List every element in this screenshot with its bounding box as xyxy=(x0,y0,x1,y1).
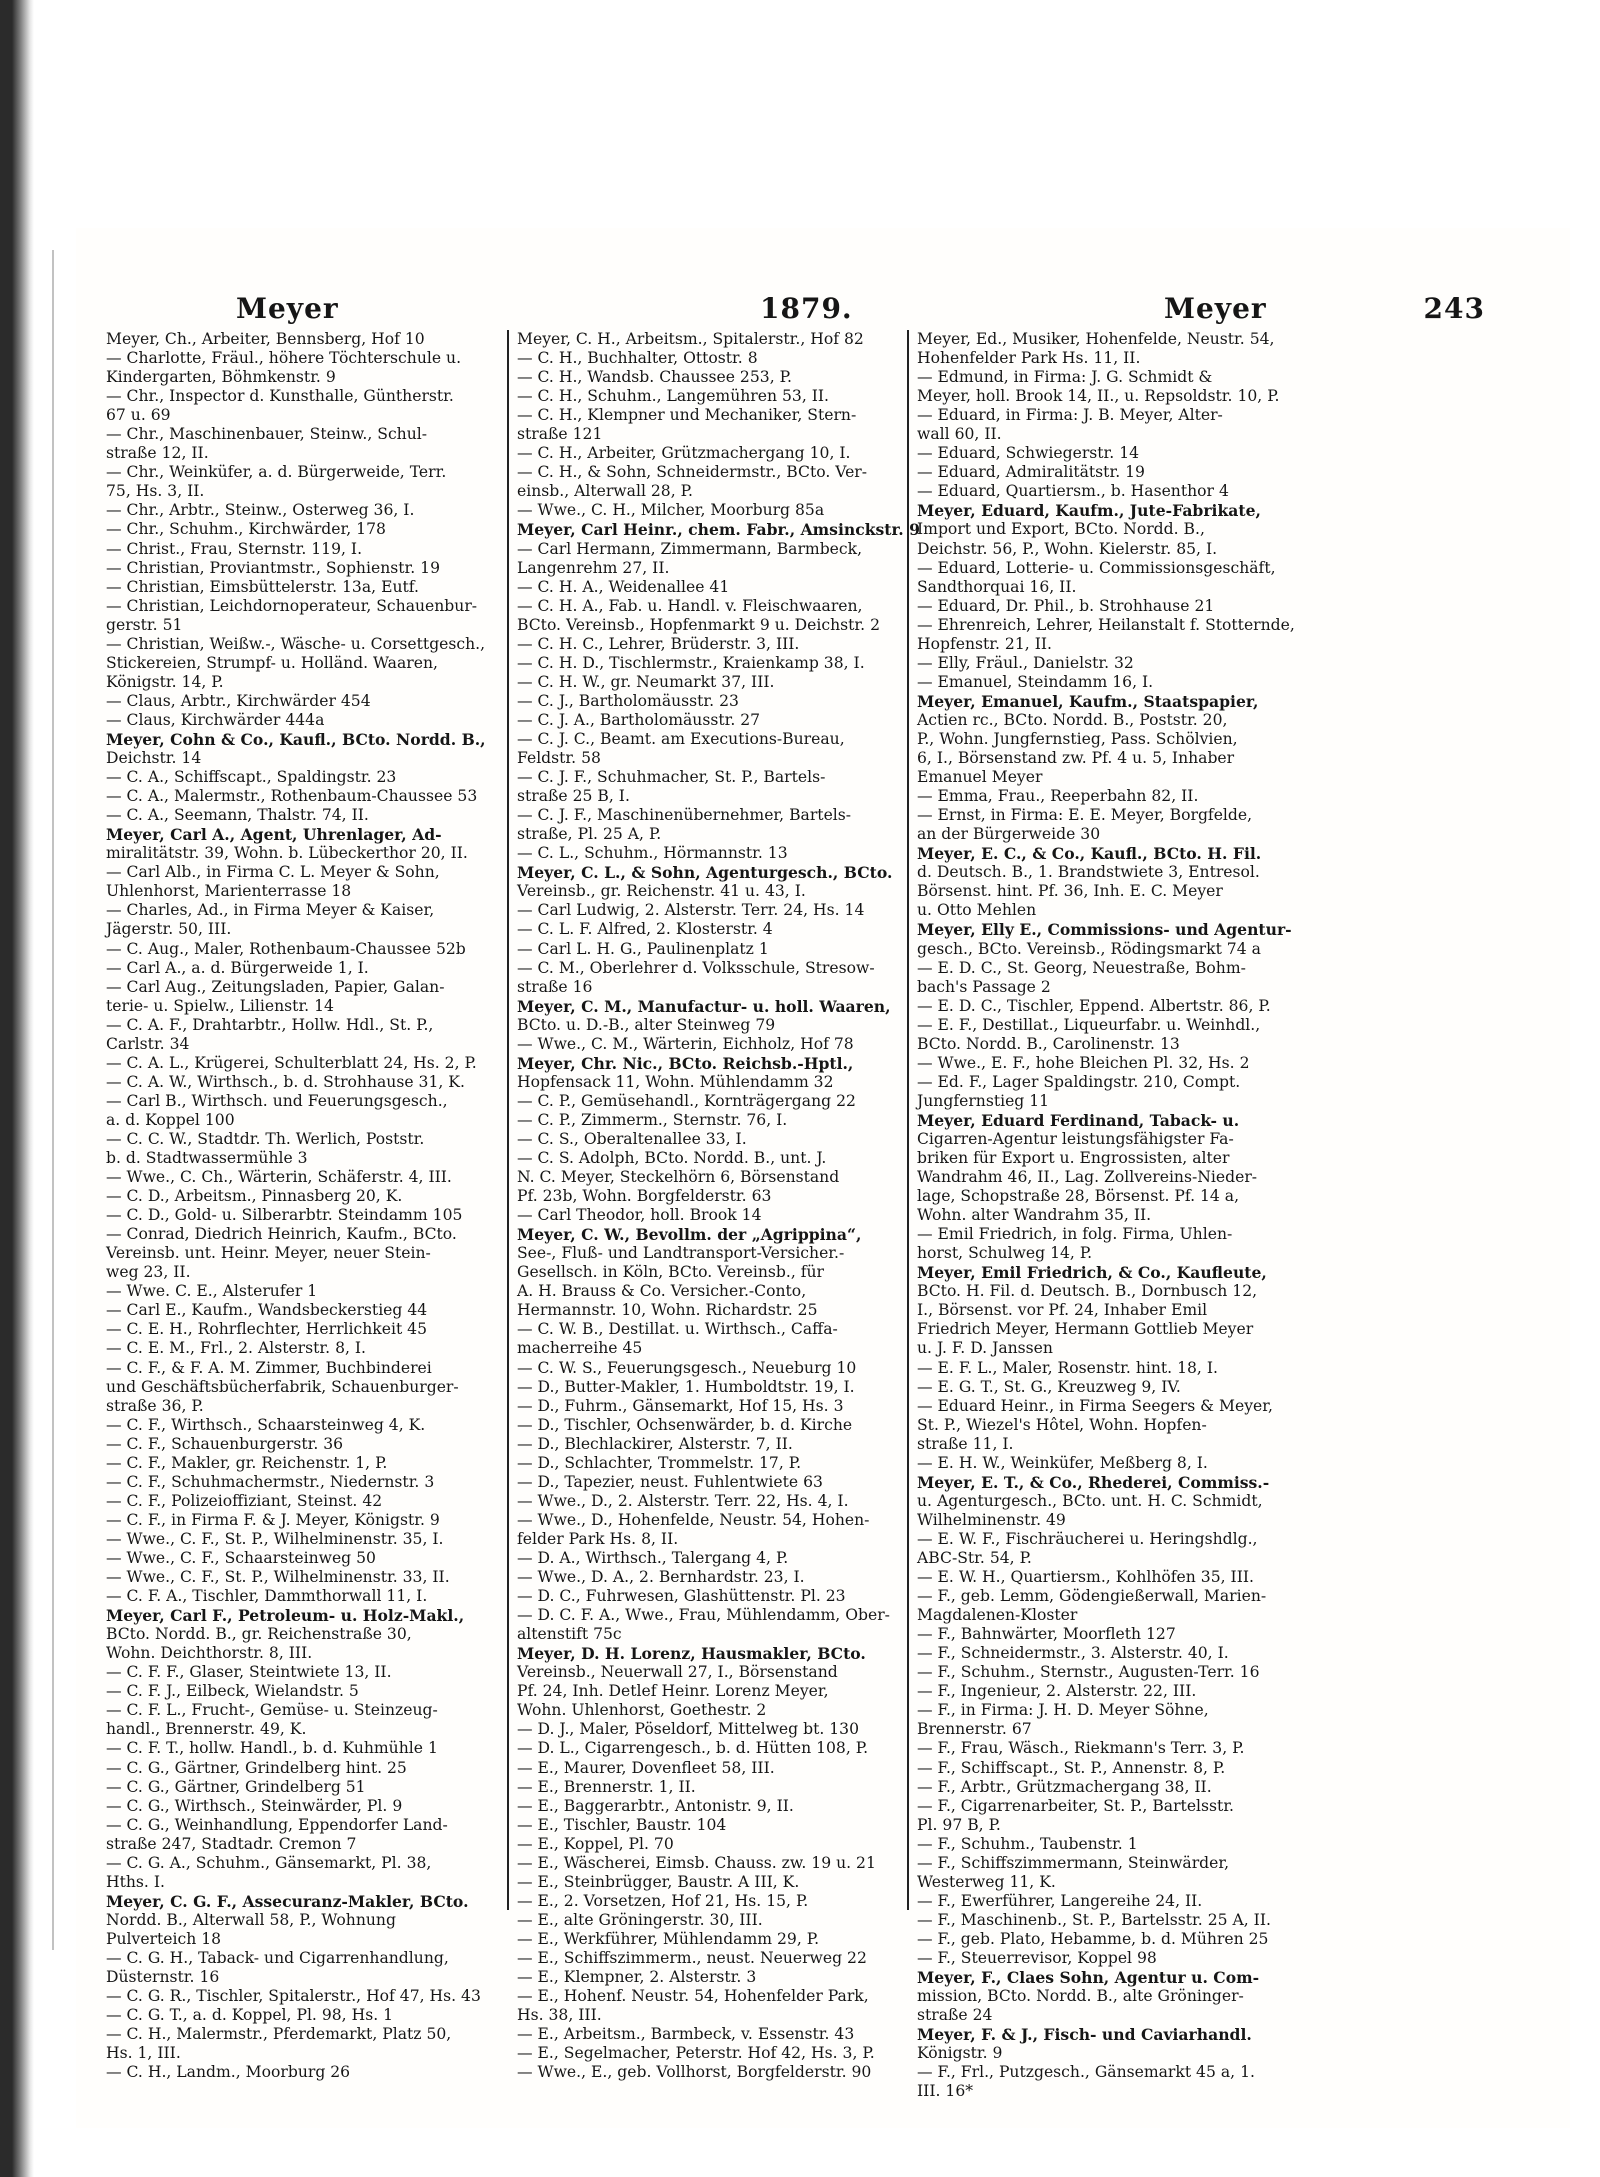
directory-entry-line: straße 247, Stadtadr. Cremon 7 xyxy=(106,1834,357,1853)
directory-entry-line: Meyer, C. W., Bevollm. der „Agrippina“, xyxy=(517,1225,862,1245)
directory-entry-line: u. Otto Mehlen xyxy=(917,901,1037,920)
directory-entry-line: Nordd. B., Alterwall 58, P., Wohnung xyxy=(106,1910,396,1929)
directory-entry-line: — Christian, Proviantmstr., Sophienstr. 19 xyxy=(106,558,441,577)
directory-entry-line: Hohenfelder Park Hs. 11, II. xyxy=(917,349,1141,368)
directory-entry-line: — C. H. D., Tischlermstr., Kraienkamp 38, I. xyxy=(517,653,865,672)
directory-entry-line: Meyer, F., Claes Sohn, Agentur u. Com- xyxy=(917,1968,1260,1988)
directory-entry-line: — F., Arbtr., Grützmachergang 38, II. xyxy=(917,1777,1212,1796)
directory-entry-line: gerstr. 51 xyxy=(106,615,183,634)
directory-entry-line: Wohn. Uhlenhorst, Goethestr. 2 xyxy=(517,1701,767,1720)
directory-entry-line: — C. F., Makler, gr. Reichenstr. 1, P. xyxy=(106,1453,388,1472)
directory-entry-line: — Wwe., D., 2. Alsterstr. Terr. 22, Hs. 4, I. xyxy=(517,1491,849,1510)
directory-entry-line: Kindergarten, Böhmkenstr. 9 xyxy=(106,368,336,387)
directory-entry-line: — E. D. C., Tischler, Eppend. Albertstr. 86, P. xyxy=(917,996,1271,1015)
directory-entry-line: Hopfensack 11, Wohn. Mühlendamm 32 xyxy=(517,1072,834,1091)
directory-entry-line: — Eduard, Dr. Phil., b. Strohhause 21 xyxy=(917,596,1215,615)
directory-entry-line: Hs. 1, III. xyxy=(106,2044,181,2063)
directory-entry-line: — C. G. R., Tischler, Spitalerstr., Hof 47, Hs. 43 xyxy=(106,1987,481,2006)
directory-entry-line: Pf. 23b, Wohn. Borgfelderstr. 63 xyxy=(517,1187,772,1206)
directory-entry-line: u. Agenturgesch., BCto. unt. H. C. Schmidt, xyxy=(917,1491,1263,1510)
directory-entry-line: und Geschäftsbücherfabrik, Schauenburger- xyxy=(106,1377,459,1396)
directory-entry-line: — C. A. L., Krügerei, Schulterblatt 24, Hs. 2, P. xyxy=(106,1053,477,1072)
directory-entry-line: — Eduard, Quartiersm., b. Hasenthor 4 xyxy=(917,482,1229,501)
directory-entry-line: — C. J. F., Maschinenübernehmer, Bartels- xyxy=(517,806,852,825)
directory-entry-line: gesch., BCto. Vereinsb., Rödingsmarkt 74 a xyxy=(917,939,1261,958)
directory-entry-line: — C. E. H., Rohrflechter, Herrlichkeit 45 xyxy=(106,1320,428,1339)
directory-entry-line: — C. F. A., Tischler, Dammthorwall 11, I. xyxy=(106,1587,428,1606)
directory-entry-line: — Wwe., C. M., Wärterin, Eichholz, Hof 78 xyxy=(517,1034,854,1053)
directory-entry-line: Vereinsb., Neuerwall 27, I., Börsenstand xyxy=(517,1663,838,1682)
directory-entry-line: — D. J., Maler, Pöseldorf, Mittelweg bt. 130 xyxy=(517,1720,860,1739)
directory-entry-line: — Carl Ludwig, 2. Alsterstr. Terr. 24, Hs. 14 xyxy=(517,901,865,920)
directory-entry-line: Meyer, C. L., & Sohn, Agenturgesch., BCto. xyxy=(517,863,893,883)
directory-entry-line: — E., Werkführer, Mühlendamm 29, P. xyxy=(517,1929,820,1948)
directory-entry-line: — Wwe. C. E., Alsterufer 1 xyxy=(106,1282,318,1301)
directory-entry-line: — E., Tischler, Baustr. 104 xyxy=(517,1815,727,1834)
directory-entry-line: Cigarren-Agentur leistungsfähigster Fa- xyxy=(917,1129,1234,1148)
directory-entry-line: weg 23, II. xyxy=(106,1263,191,1282)
directory-entry-line: Import und Export, BCto. Nordd. B., xyxy=(917,520,1205,539)
directory-entry-line: Langenrehm 27, II. xyxy=(517,558,670,577)
directory-entry-line: — Christian, Leichdornoperateur, Schauenbur- xyxy=(106,596,478,615)
directory-entry-line: — Carl Hermann, Zimmermann, Barmbeck, xyxy=(517,539,863,558)
directory-entry-line: Börsenst. hint. Pf. 36, Inh. E. C. Meyer xyxy=(917,882,1223,901)
directory-entry-line: — C. F., Wirthsch., Schaarsteinweg 4, K. xyxy=(106,1415,426,1434)
directory-entry-line: BCto. u. D.-B., alter Steinweg 79 xyxy=(517,1015,776,1034)
directory-entry-line: — F., Schuhm., Sternstr., Augusten-Terr. 16 xyxy=(917,1663,1260,1682)
directory-entry-line: — Eduard, Lotterie- u. Commissionsgeschäft, xyxy=(917,558,1276,577)
directory-entry-line: Hs. 38, III. xyxy=(517,2006,602,2025)
directory-entry-line: Stickereien, Strumpf- u. Holländ. Waaren, xyxy=(106,653,438,672)
directory-entry-line: BCto. Vereinsb., Hopfenmarkt 9 u. Deichstr. 2 xyxy=(517,615,880,634)
directory-entry-line: — Christ., Frau, Sternstr. 119, I. xyxy=(106,539,363,558)
directory-entry-line: — Claus, Arbtr., Kirchwärder 454 xyxy=(106,691,371,710)
directory-entry-line: — C. H., Klempner und Mechaniker, Stern- xyxy=(517,406,857,425)
directory-entry-line: — E., Arbeitsm., Barmbeck, v. Essenstr. 43 xyxy=(517,2025,855,2044)
directory-entry-line: — F., Frau, Wäsch., Riekmann's Terr. 3, P. xyxy=(917,1739,1245,1758)
directory-entry-line: — C. Aug., Maler, Rothenbaum-Chaussee 52b xyxy=(106,939,466,958)
column-left xyxy=(100,330,507,2082)
directory-entry-line: — C. F., Polizeioffiziant, Steinst. 42 xyxy=(106,1491,383,1510)
directory-entry-line: Deichstr. 56, P., Wohn. Kielerstr. 85, I. xyxy=(917,539,1218,558)
directory-entry-line: — C. J. A., Bartholomäusstr. 27 xyxy=(517,710,761,729)
directory-entry-line: — D., Fuhrm., Gänsemarkt, Hof 15, Hs. 3 xyxy=(517,1396,844,1415)
directory-entry-line: — E. H. W., Weinküfer, Meßberg 8, I. xyxy=(917,1453,1208,1472)
directory-entry-line: — E. F., Destillat., Liqueurfabr. u. Weinhdl., xyxy=(917,1015,1261,1034)
directory-entry-line: straße 16 xyxy=(517,977,593,996)
directory-entry-line: — Edmund, in Firma: J. G. Schmidt & xyxy=(917,368,1213,387)
directory-entry-line: — C. H. A., Weidenallee 41 xyxy=(517,577,730,596)
directory-entry-line: Uhlenhorst, Marienterrasse 18 xyxy=(106,882,352,901)
directory-entry-line: — C. H. C., Lehrer, Brüderstr. 3, III. xyxy=(517,634,800,653)
directory-entry-line: — Wwe., D., Hohenfelde, Neustr. 54, Hohen- xyxy=(517,1510,870,1529)
directory-entry-line: — F., Schiffszimmermann, Steinwärder, xyxy=(917,1853,1230,1872)
directory-entry-line: Wandrahm 46, II., Lag. Zollvereins-Nieder- xyxy=(917,1168,1258,1187)
directory-entry-line: BCto. Nordd. B., Carolinenstr. 13 xyxy=(917,1034,1180,1053)
directory-entry-line: — C. F. L., Frucht-, Gemüse- u. Steinzeug- xyxy=(106,1701,438,1720)
directory-entry-line: — C. A. W., Wirthsch., b. d. Strohhause 31, K. xyxy=(106,1072,465,1091)
directory-entry-line: — C. G., Gärtner, Grindelberg hint. 25 xyxy=(106,1758,407,1777)
directory-entry-line: — Wwe., C. F., St. P., Wilhelminenstr. 35, I. xyxy=(106,1529,444,1548)
directory-entry-line: Hermannstr. 10, Wohn. Richardstr. 25 xyxy=(517,1301,818,1320)
directory-entry-line: — F., Schiffscapt., St. P., Annenstr. 8, P. xyxy=(917,1758,1226,1777)
directory-entry-line: straße 25 B, I. xyxy=(517,787,630,806)
directory-entry-line: — C. A., Malermstr., Rothenbaum-Chaussee 53 xyxy=(106,787,478,806)
directory-entry-line: Carlstr. 34 xyxy=(106,1034,190,1053)
directory-entry-line: — C. H., Wandsb. Chaussee 253, P. xyxy=(517,368,792,387)
directory-entry-line: ABC-Str. 54, P. xyxy=(917,1549,1032,1567)
directory-entry-line: — E., Segelmacher, Peterstr. Hof 42, Hs. 3, P. xyxy=(517,2044,875,2063)
directory-entry-line: Meyer, C. H., Arbeitsm., Spitalerstr., Hof 82 xyxy=(517,330,864,348)
directory-entry-line: Feldstr. 58 xyxy=(517,749,601,768)
directory-entry-line: — E., Koppel, Pl. 70 xyxy=(517,1834,674,1853)
directory-entry-line: Meyer, D. H. Lorenz, Hausmakler, BCto. xyxy=(517,1644,866,1664)
directory-entry-line: u. J. F. D. Janssen xyxy=(917,1339,1053,1358)
column-middle xyxy=(507,330,920,2082)
directory-entry-line: — C. S., Oberaltenallee 33, I. xyxy=(517,1129,747,1148)
directory-entry-line: wall 60, II. xyxy=(917,425,1002,444)
directory-entry-line: — F., Ingenieur, 2. Alsterstr. 22, III. xyxy=(917,1682,1197,1701)
directory-entry-line: — E., alte Gröningerstr. 30, III. xyxy=(517,1910,763,1929)
directory-entry-line: — D. A., Wirthsch., Talergang 4, P. xyxy=(517,1549,789,1567)
directory-entry-line: N. C. Meyer, Steckelhörn 6, Börsenstand xyxy=(517,1168,840,1187)
directory-entry-line: — Chr., Arbtr., Steinw., Osterweg 36, I. xyxy=(106,501,415,520)
directory-entry-line: — F., Schneidermstr., 3. Alsterstr. 40, I. xyxy=(917,1644,1229,1663)
directory-entry-line: — C. E. M., Frl., 2. Alsterstr. 8, I. xyxy=(106,1339,367,1358)
directory-entry-line: — F., Steuerrevisor, Koppel 98 xyxy=(917,1948,1157,1967)
directory-entry-line: altenstift 75c xyxy=(517,1625,622,1644)
directory-entry-line: bach's Passage 2 xyxy=(917,977,1051,996)
directory-entry-line: Meyer, Elly E., Commissions- und Agentur- xyxy=(917,920,1292,940)
directory-entry-line: — E., Baggerarbtr., Antonistr. 9, II. xyxy=(517,1796,794,1815)
directory-entry-line: — Chr., Inspector d. Kunsthalle, Güntherstr. xyxy=(106,387,454,406)
directory-entry-line: See-, Fluß- und Landtransport-Versicher.- xyxy=(517,1244,845,1263)
directory-entry-line: — C. W. B., Destillat. u. Wirthsch., Caffa- xyxy=(517,1320,838,1339)
directory-entry-line: — D., Tapezier, neust. Fuhlentwiete 63 xyxy=(517,1472,823,1491)
directory-entry-line: — Claus, Kirchwärder 444a xyxy=(106,710,325,729)
directory-entry-line: — Eduard, Schwiegerstr. 14 xyxy=(917,444,1140,463)
directory-entry-line: — E. F. L., Maler, Rosenstr. hint. 18, I. xyxy=(917,1358,1218,1377)
directory-entry-line: straße 121 xyxy=(517,425,603,444)
directory-entry-line: Meyer, Ch., Arbeiter, Bennsberg, Hof 10 xyxy=(106,330,425,348)
directory-entry-line: — E. G. T., St. G., Kreuzweg 9, IV. xyxy=(917,1377,1181,1396)
directory-entry-line: b. d. Stadtwassermühle 3 xyxy=(106,1149,308,1168)
directory-entry-line: — Conrad, Diedrich Heinrich, Kaufm., BCto. xyxy=(106,1225,457,1244)
directory-entry-line: a. d. Koppel 100 xyxy=(106,1110,235,1129)
directory-entry-line: — C. A., Seemann, Thalstr. 74, II. xyxy=(106,806,369,825)
directory-entry-line: — D., Tischler, Ochsenwärder, b. d. Kirche xyxy=(517,1415,853,1434)
directory-entry-line: — C. H. W., gr. Neumarkt 37, III. xyxy=(517,672,775,691)
directory-entry-line: Meyer, holl. Brook 14, II., u. Repsoldstr. 10, P. xyxy=(917,387,1280,406)
directory-entry-line: — Elly, Fräul., Danielstr. 32 xyxy=(917,653,1134,672)
directory-entry-line: — Chr., Maschinenbauer, Steinw., Schul- xyxy=(106,425,428,444)
directory-entry-line: Meyer, Eduard, Kaufm., Jute-Fabrikate, xyxy=(917,501,1261,521)
directory-entry-line: Actien rc., BCto. Nordd. B., Poststr. 20, xyxy=(917,710,1228,729)
directory-entry-line: terie- u. Spielw., Lilienstr. 14 xyxy=(106,996,334,1015)
directory-entry-line: — D., Blechlackirer, Alsterstr. 7, II. xyxy=(517,1434,793,1453)
directory-entry-line: — Wwe., C. Ch., Wärterin, Schäferstr. 4, III. xyxy=(106,1168,452,1187)
directory-entry-line: — F., Maschinenb., St. P., Bartelsstr. 25 A, II. xyxy=(917,1910,1271,1929)
directory-entry-line: — Carl Aug., Zeitungsladen, Papier, Galan- xyxy=(106,977,445,996)
directory-entry-line: 6, I., Börsenstand zw. Pf. 4 u. 5, Inhaber xyxy=(917,749,1235,768)
directory-entry-line: — Wwe., D. A., 2. Bernhardstr. 23, I. xyxy=(517,1568,805,1587)
directory-entry-line: — E. D. C., St. Georg, Neuestraße, Bohm- xyxy=(917,958,1246,977)
directory-entry-line: straße 24 xyxy=(917,2006,993,2025)
directory-entry-line: mission, BCto. Nordd. B., alte Gröninger- xyxy=(917,1987,1244,2006)
directory-entry-line: — C. H. A., Fab. u. Handl. v. Fleischwaaren, xyxy=(517,596,863,615)
directory-entry-line: Meyer, Carl F., Petroleum- u. Holz-Makl., xyxy=(106,1606,465,1626)
directory-entry-line: — D. C. F. A., Wwe., Frau, Mühlendamm, Ober- xyxy=(517,1606,890,1625)
directory-entry-line: — C. J. F., Schuhmacher, St. P., Bartels- xyxy=(517,768,826,787)
directory-entry-line: Westerweg 11, K. xyxy=(917,1872,1056,1891)
directory-entry-line: straße 12, II. xyxy=(106,444,209,463)
directory-entry-line: — Christian, Eimsbüttelerstr. 13a, Eutf. xyxy=(106,577,419,596)
directory-entry-line: 75, Hs. 3, II. xyxy=(106,482,205,501)
directory-entry-line: — Ernst, in Firma: E. E. Meyer, Borgfelde, xyxy=(917,806,1253,825)
directory-entry-line: an der Bürgerweide 30 xyxy=(917,825,1101,844)
directory-entry-line: — Wwe., C. F., Schaarsteinweg 50 xyxy=(106,1549,376,1567)
directory-entry-line: Jungfernstieg 11 xyxy=(917,1091,1050,1110)
previous-page-edge xyxy=(52,250,54,1950)
directory-entry-line: Meyer, Chr. Nic., BCto. Reichsb.-Hptl., xyxy=(517,1053,854,1073)
directory-entry-line: Düsternstr. 16 xyxy=(106,1968,220,1987)
directory-entry-line: Königstr. 9 xyxy=(917,2044,1003,2063)
directory-entry-line: Sandthorquai 16, II. xyxy=(917,577,1077,596)
directory-entry-line: Hopfenstr. 21, II. xyxy=(917,634,1052,653)
directory-entry-line: — Eduard, in Firma: J. B. Meyer, Alter- xyxy=(917,406,1223,425)
directory-entry-line: — Carl Alb., in Firma C. L. Meyer & Sohn, xyxy=(106,863,440,882)
directory-entry-line: Wilhelminenstr. 49 xyxy=(917,1510,1066,1529)
directory-entry-line: BCto. H. Fil. d. Deutsch. B., Dornbusch 12, xyxy=(917,1282,1258,1301)
directory-entry-line: Meyer, Carl Heinr., chem. Fabr., Amsinckstr. 9 xyxy=(517,520,920,540)
directory-entry-line: — C. H., Landm., Moorburg 26 xyxy=(106,2063,351,2082)
directory-entry-line: Pf. 24, Inh. Detlef Heinr. Lorenz Meyer, xyxy=(517,1682,829,1701)
directory-entry-line: — C. F. F., Glaser, Steintwiete 13, II. xyxy=(106,1663,392,1682)
directory-entry-line: — E. W. H., Quartiersm., Kohlhöfen 35, III. xyxy=(917,1568,1254,1587)
directory-entry-line: d. Deutsch. B., 1. Brandstwiete 3, Entresol. xyxy=(917,863,1260,882)
directory-entry-line: — C. H., & Sohn, Schneidermstr., BCto. Ver- xyxy=(517,463,868,482)
directory-entry-line: — Charles, Ad., in Firma Meyer & Kaiser, xyxy=(106,901,435,920)
directory-entry-line: III. 16* xyxy=(917,2082,974,2101)
running-head-year: 1879. xyxy=(760,292,853,325)
directory-entry-line: — C. F., Schauenburgerstr. 36 xyxy=(106,1434,344,1453)
directory-entry-line: — F., Cigarrenarbeiter, St. P., Bartelsstr. xyxy=(917,1796,1235,1815)
directory-entry-line: — Chr., Schuhm., Kirchwärder, 178 xyxy=(106,520,386,539)
directory-entry-line: Meyer, Ed., Musiker, Hohenfelde, Neustr. 54, xyxy=(917,330,1275,348)
directory-entry-line: Meyer, C. G. F., Assecuranz-Makler, BCto. xyxy=(106,1891,469,1911)
directory-entry-line: — C. S. Adolph, BCto. Nordd. B., unt. J. xyxy=(517,1149,827,1168)
directory-entry-line: — E., Klempner, 2. Alsterstr. 3 xyxy=(517,1968,757,1987)
directory-entry-line: — E., 2. Vorsetzen, Hof 21, Hs. 15, P. xyxy=(517,1891,809,1910)
directory-entry-line: straße 11, I. xyxy=(917,1434,1014,1453)
directory-entry-line: — Emanuel, Steindamm 16, I. xyxy=(917,672,1154,691)
directory-entry-line: — C. G., Wirthsch., Steinwärder, Pl. 9 xyxy=(106,1796,403,1815)
directory-entry-line: Meyer, Carl A., Agent, Uhrenlager, Ad- xyxy=(106,825,442,845)
directory-entry-line: — F., Schuhm., Taubenstr. 1 xyxy=(917,1834,1138,1853)
running-head-right: Meyer xyxy=(1164,292,1267,325)
directory-entry-line: St. P., Wiezel's Hôtel, Wohn. Hopfen- xyxy=(917,1415,1207,1434)
directory-entry-line: Meyer, E. T., & Co., Rhederei, Commiss.- xyxy=(917,1472,1270,1492)
directory-entry-line: — C. C. W., Stadtdr. Th. Werlich, Poststr. xyxy=(106,1129,425,1148)
directory-entry-line: — E., Steinbrügger, Baustr. A III, K. xyxy=(517,1872,800,1891)
directory-entry-line: Meyer, E. C., & Co., Kaufl., BCto. H. Fil. xyxy=(917,844,1262,864)
directory-entry-line: — C. L., Schuhm., Hörmannstr. 13 xyxy=(517,844,788,863)
directory-entry-line: — D. L., Cigarrengesch., b. d. Hütten 108, P. xyxy=(517,1739,869,1758)
directory-entry-line: I., Börsenst. vor Pf. 24, Inhaber Emil xyxy=(917,1301,1208,1320)
book-gutter-shadow xyxy=(0,0,34,2177)
directory-entry-line: — Emil Friedrich, in folg. Firma, Uhlen- xyxy=(917,1225,1233,1244)
directory-entry-line: Meyer, Eduard Ferdinand, Taback- u. xyxy=(917,1110,1240,1130)
directory-entry-line: — D., Schlachter, Trommelstr. 17, P. xyxy=(517,1453,802,1472)
directory-entry-line: — C. F., & F. A. M. Zimmer, Buchbinderei xyxy=(106,1358,432,1377)
directory-entry-line: straße 36, P. xyxy=(106,1396,204,1415)
directory-entry-line: — E., Maurer, Dovenfleet 58, III. xyxy=(517,1758,775,1777)
directory-entry-line: — Ed. F., Lager Spaldingstr. 210, Compt. xyxy=(917,1072,1241,1091)
directory-entry-line: Gesellsch. in Köln, BCto. Vereinsb., für xyxy=(517,1263,825,1282)
directory-entry-line: — C. H., Schuhm., Langemühren 53, II. xyxy=(517,387,830,406)
directory-entry-line: — E., Brennerstr. 1, II. xyxy=(517,1777,696,1796)
directory-entry-line: — Carl B., Wirthsch. und Feuerungsgesch., xyxy=(106,1091,448,1110)
directory-entry-line: — C. F. J., Eilbeck, Wielandstr. 5 xyxy=(106,1682,359,1701)
directory-entry-line: horst, Schulweg 14, P. xyxy=(917,1244,1093,1263)
directory-entry-line: — C. L. F. Alfred, 2. Klosterstr. 4 xyxy=(517,920,773,939)
directory-entry-line: Meyer, C. M., Manufactur- u. holl. Waaren, xyxy=(517,996,891,1016)
page-number: 243 xyxy=(1423,292,1485,325)
directory-entry-line: — C. G., Weinhandlung, Eppendorfer Land- xyxy=(106,1815,448,1834)
directory-entry-line: Brennerstr. 67 xyxy=(917,1720,1032,1739)
directory-entry-line: Meyer, Emil Friedrich, & Co., Kaufleute, xyxy=(917,1263,1267,1283)
directory-entry-line: Königstr. 14, P. xyxy=(106,672,224,691)
directory-entry-line: — Eduard Heinr., in Firma Seegers & Meyer, xyxy=(917,1396,1273,1415)
directory-entry-line: — C. G. H., Taback- und Cigarrenhandlung, xyxy=(106,1948,449,1967)
directory-entry-line: — F., geb. Lemm, Gödengießerwall, Marien- xyxy=(917,1587,1267,1606)
directory-entry-line: Meyer, Emanuel, Kaufm., Staatspapier, xyxy=(917,691,1259,711)
directory-entry-line: — Wwe., C. H., Milcher, Moorburg 85a xyxy=(517,501,825,520)
directory-entry-line: — C. W. S., Feuerungsgesch., Neueburg 10 xyxy=(517,1358,857,1377)
directory-entry-line: — C. P., Zimmerm., Sternstr. 76, I. xyxy=(517,1110,788,1129)
directory-entry-line: — Chr., Weinküfer, a. d. Bürgerweide, Terr. xyxy=(106,463,447,482)
directory-entry-line: einsb., Alterwall 28, P. xyxy=(517,482,693,501)
directory-entry-line: — F., Bahnwärter, Moorfleth 127 xyxy=(917,1625,1176,1644)
directory-entry-line: — C. H., Malermstr., Pferdemarkt, Platz 50, xyxy=(106,2025,452,2044)
directory-entry-line: lage, Schopstraße 28, Börsenst. Pf. 14 a, xyxy=(917,1187,1240,1206)
directory-entry-line: miralitätstr. 39, Wohn. b. Lübeckerthor 20, II. xyxy=(106,844,468,863)
directory-entry-line: Friedrich Meyer, Hermann Gottlieb Meyer xyxy=(917,1320,1254,1339)
directory-entry-line: BCto. Nordd. B., gr. Reichenstraße 30, xyxy=(106,1625,412,1644)
directory-entry-line: — C. F. T., hollw. Handl., b. d. Kuhmühle 1 xyxy=(106,1739,438,1758)
directory-entry-line: 67 u. 69 xyxy=(106,406,171,425)
column-right xyxy=(907,330,1295,2101)
page-header xyxy=(100,292,1485,332)
directory-entry-line: Vereinsb., gr. Reichenstr. 41 u. 43, I. xyxy=(517,882,806,901)
directory-entry-line: — C. G. A., Schuhm., Gänsemarkt, Pl. 38, xyxy=(106,1853,432,1872)
directory-entry-line: A. H. Brauss & Co. Versicher.-Conto, xyxy=(517,1282,807,1301)
directory-entry-line: P., Wohn. Jungfernstieg, Pass. Schölvien, xyxy=(917,729,1238,748)
directory-entry-line: — C. J., Bartholomäusstr. 23 xyxy=(517,691,739,710)
directory-entry-line: straße, Pl. 25 A, P. xyxy=(517,825,662,844)
directory-entry-line: — Carl Theodor, holl. Brook 14 xyxy=(517,1206,762,1225)
directory-entry-line: — C. F., Schuhmachermstr., Niedernstr. 3 xyxy=(106,1472,435,1491)
directory-entry-line: Vereinsb. unt. Heinr. Meyer, neuer Stein- xyxy=(106,1244,431,1263)
directory-entry-line: — C. J. C., Beamt. am Executions-Bureau, xyxy=(517,729,845,748)
directory-entry-line: Emanuel Meyer xyxy=(917,768,1043,787)
directory-entry-line: Meyer, F. & J., Fisch- und Caviarhandl. xyxy=(917,2025,1252,2045)
directory-entry-line: — C. G. T., a. d. Koppel, Pl. 98, Hs. 1 xyxy=(106,2006,394,2025)
directory-entry-line: macherreihe 45 xyxy=(517,1339,643,1358)
directory-entry-line: — F., in Firma: J. H. D. Meyer Söhne, xyxy=(917,1701,1209,1720)
directory-entry-line: — C. A. F., Drahtarbtr., Hollw. Hdl., St. P., xyxy=(106,1015,434,1034)
directory-entry-line: — C. F., in Firma F. & J. Meyer, Königstr. 9 xyxy=(106,1510,440,1529)
directory-entry-line: felder Park Hs. 8, II. xyxy=(517,1529,679,1548)
directory-entry-line: Meyer, Cohn & Co., Kaufl., BCto. Nordd. B., xyxy=(106,729,486,749)
directory-entry-line: — Christian, Weißw.-, Wäsche- u. Corsettgesch., xyxy=(106,634,486,653)
directory-entry-line: — Charlotte, Fräul., höhere Töchterschule u. xyxy=(106,349,462,368)
directory-entry-line: Hths. I. xyxy=(106,1872,165,1891)
directory-entry-line: — E., Schiffszimmerm., neust. Neuerweg 22 xyxy=(517,1948,867,1967)
directory-entry-line: — Carl A., a. d. Bürgerweide 1, I. xyxy=(106,958,369,977)
directory-entry-line: Pulverteich 18 xyxy=(106,1929,222,1948)
directory-entry-line: — E., Hohenf. Neustr. 54, Hohenfelder Park, xyxy=(517,1987,869,2006)
directory-entry-line: Wohn. Deichthorstr. 8, III. xyxy=(106,1644,313,1663)
directory-entry-line: — Carl E., Kaufm., Wandsbeckerstieg 44 xyxy=(106,1301,428,1320)
directory-entry-line: — C. D., Gold- u. Silberarbtr. Steindamm 105 xyxy=(106,1206,463,1225)
directory-entry-line: — C. G., Gärtner, Grindelberg 51 xyxy=(106,1777,366,1796)
directory-entry-line: — Eduard, Admiralitätstr. 19 xyxy=(917,463,1145,482)
directory-entry-line: — Wwe., E. F., hohe Bleichen Pl. 32, Hs. 2 xyxy=(917,1053,1250,1072)
directory-entry-line: — F., geb. Plato, Hebamme, b. d. Mühren 25 xyxy=(917,1929,1269,1948)
directory-entry-line: — E. W. F., Fischräucherei u. Heringshdlg., xyxy=(917,1529,1258,1548)
directory-entry-line: — Wwe., E., geb. Vollhorst, Borgfelderstr. 90 xyxy=(517,2063,872,2082)
directory-entry-line: — Carl L. H. G., Paulinenplatz 1 xyxy=(517,939,769,958)
directory-entry-line: — Wwe., C. F., St. P., Wilhelminenstr. 33, II. xyxy=(106,1568,450,1587)
directory-entry-line: — Ehrenreich, Lehrer, Heilanstalt f. Stotternde, xyxy=(917,615,1295,634)
directory-entry-line: — Emma, Frau., Reeperbahn 82, II. xyxy=(917,787,1199,806)
directory-entry-line: — F., Frl., Putzgesch., Gänsemarkt 45 a, 1. xyxy=(917,2063,1255,2082)
directory-entry-line: — D., Butter-Makler, 1. Humboldtstr. 19, I. xyxy=(517,1377,855,1396)
running-head-left: Meyer xyxy=(236,292,339,325)
directory-entry-line: Magdalenen-Kloster xyxy=(917,1606,1078,1625)
directory-entry-line: — C. A., Schiffscapt., Spaldingstr. 23 xyxy=(106,768,397,787)
directory-entry-line: briken für Export u. Engrossisten, alter xyxy=(917,1149,1230,1168)
directory-entry-line: — E., Wäscherei, Eimsb. Chauss. zw. 19 u. 21 xyxy=(517,1853,876,1872)
directory-entry-line: — C. M., Oberlehrer d. Volksschule, Stresow- xyxy=(517,958,875,977)
directory-entry-line: Wohn. alter Wandrahm 35, II. xyxy=(917,1206,1152,1225)
directory-entry-line: Pl. 97 B, P. xyxy=(917,1815,1001,1834)
directory-entry-line: — C. P., Gemüsehandl., Kornträgergang 22 xyxy=(517,1091,856,1110)
directory-entry-line: — F., Ewerführer, Langereihe 24, II. xyxy=(917,1891,1203,1910)
directory-entry-line: — D. C., Fuhrwesen, Glashüttenstr. Pl. 23 xyxy=(517,1587,846,1606)
directory-entry-line: — C. H., Buchhalter, Ottostr. 8 xyxy=(517,349,758,368)
directory-entry-line: Jägerstr. 50, III. xyxy=(106,920,232,939)
directory-entry-line: — C. H., Arbeiter, Grützmachergang 10, I. xyxy=(517,444,851,463)
directory-columns xyxy=(100,330,1485,2101)
directory-entry-line: Deichstr. 14 xyxy=(106,749,202,768)
directory-entry-line: handl., Brennerstr. 49, K. xyxy=(106,1720,307,1739)
directory-entry-line: — C. D., Arbeitsm., Pinnasberg 20, K. xyxy=(106,1187,403,1206)
